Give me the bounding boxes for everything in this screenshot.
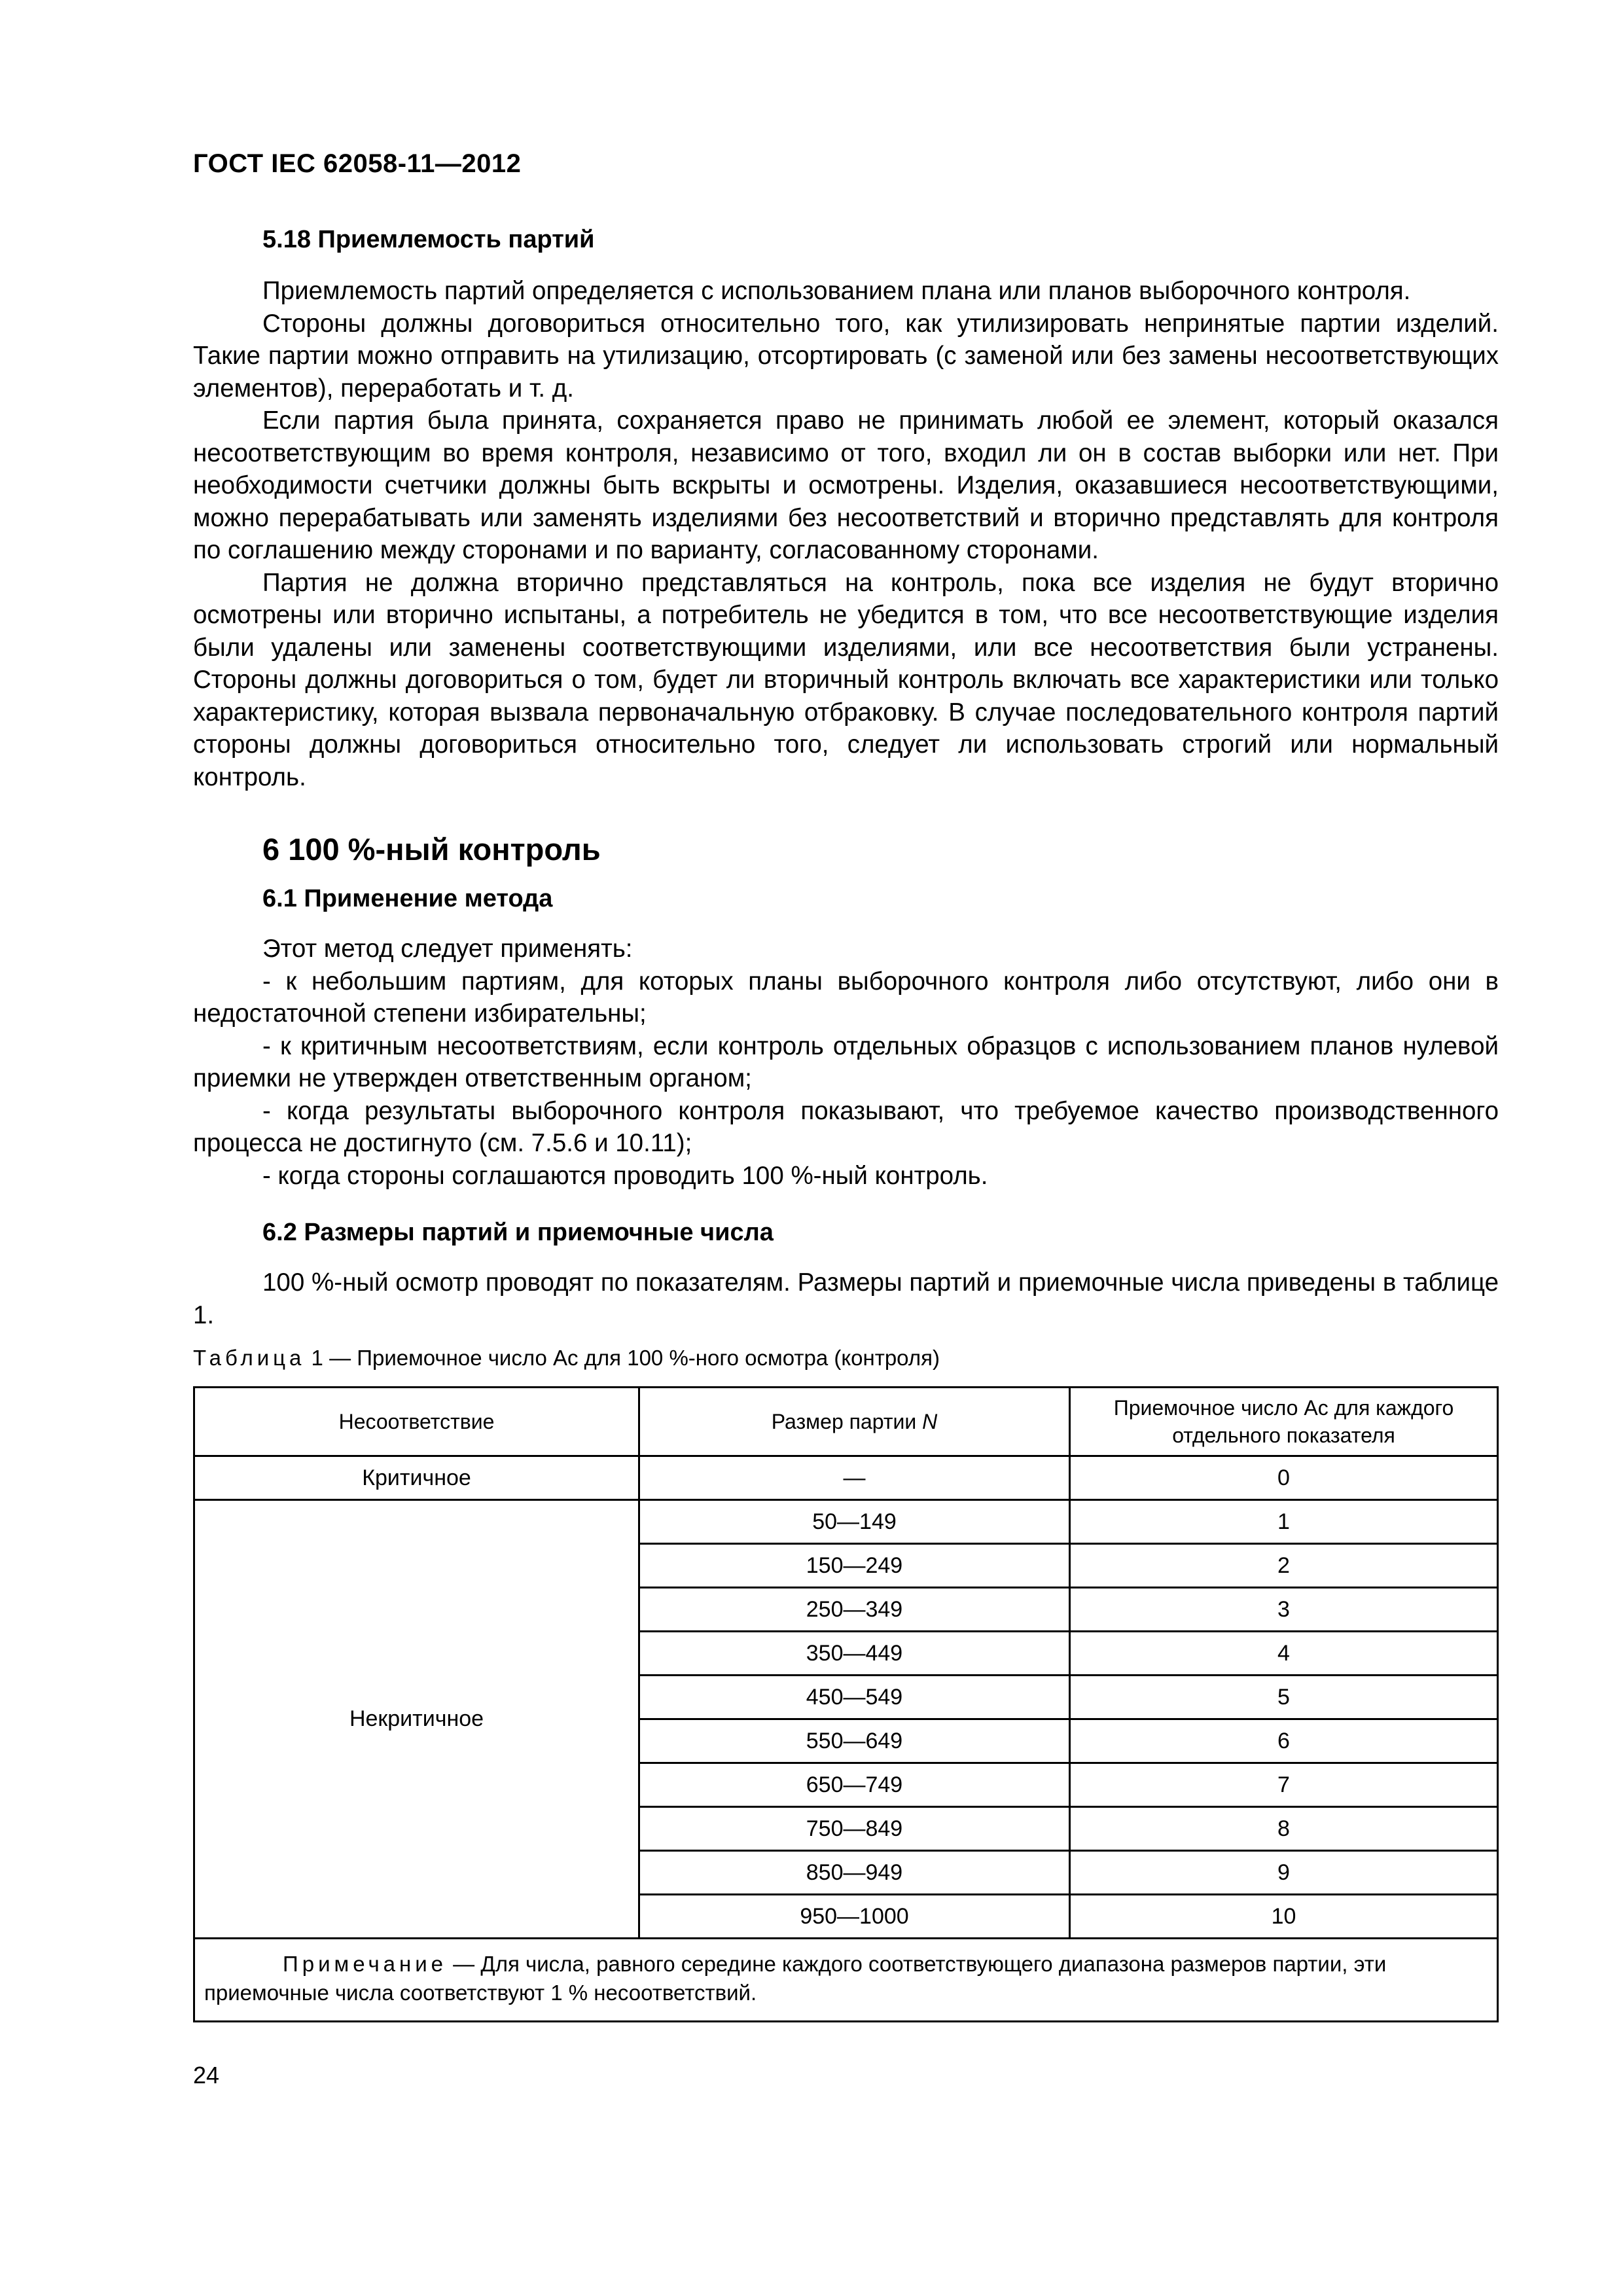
- cell-lot-size: 950—1000: [639, 1895, 1070, 1939]
- lot-size-symbol: N: [922, 1410, 938, 1433]
- section-6-2-body: [193, 1266, 1499, 1331]
- cell-lot-size: 350—449: [639, 1632, 1070, 1676]
- paragraph: Стороны должны договориться относительно того, как утилизировать непринятые партии изделий. Такие партии можно отправить на утилизацию, отсортировать (с заменой или без замены несоответствующих элементов), переработать и т. д.: [193, 309, 1499, 403]
- cell-acceptance-number: 5: [1070, 1676, 1498, 1719]
- cell-acceptance-number: 2: [1070, 1544, 1498, 1588]
- section-6-1: [193, 885, 1499, 913]
- cell-acceptance-number: 8: [1070, 1807, 1498, 1851]
- header-lot-size-text: Размер партии: [771, 1410, 923, 1433]
- note-text: — Для числа, равного середине каждого соответствующего диапазона размеров партии, эти приемочные числа соответствуют 1 % несоответствий.: [204, 1952, 1387, 2005]
- page-number: 24: [193, 2062, 220, 2089]
- cell-acceptance-number: 1: [1070, 1500, 1498, 1544]
- cell-acceptance-number: 9: [1070, 1851, 1498, 1895]
- list-item: - к критичным несоответствиям, если контроль отдельных образцов с использованием планов нулевой приемки не утвержден ответственным органом;: [193, 1031, 1499, 1092]
- section-5-18: [193, 226, 1499, 254]
- section-heading: 5.18 Приемлемость партий: [262, 226, 595, 253]
- section-heading: 6.1 Применение метода: [262, 885, 553, 912]
- acceptance-table: [193, 1386, 1499, 2022]
- list-item: - к небольшим партиям, для которых планы выборочного контроля либо отсутствуют, либо они в недостаточной степени избирательны;: [193, 967, 1499, 1028]
- cell-critical-label: Критичное: [194, 1456, 639, 1500]
- list-item: - когда результаты выборочного контроля показывают, что требуемое качество производственного процесса не достигнуто (см. 7.5.6 и 10.11);: [193, 1096, 1499, 1157]
- paragraph: Приемлемость партий определяется с использованием плана или планов выборочного контроля.: [262, 277, 1411, 305]
- cell-lot-size: 50—149: [639, 1500, 1070, 1544]
- section-6-1-body: [193, 933, 1499, 1192]
- cell-acceptance-number: 10: [1070, 1895, 1498, 1939]
- table-caption-text: 1 — Приемочное число Ac для 100 %-ного осмотра (контроля): [305, 1346, 940, 1370]
- section-5-18-body: [193, 275, 1499, 793]
- table-note-row: [194, 1939, 1498, 2022]
- note-label: Примечание: [283, 1952, 448, 1976]
- cell-lot-size: —: [639, 1456, 1070, 1500]
- cell-acceptance-number: 0: [1070, 1456, 1498, 1500]
- document-header: ГОСТ IEC 62058-11—2012: [193, 149, 522, 178]
- paragraph: Этот метод следует применять:: [262, 935, 633, 963]
- paragraph: 100 %-ный осмотр проводят по показателям. Размеры партий и приемочные числа приведены в таблице 1.: [193, 1268, 1499, 1329]
- table-note: [194, 1939, 1498, 2022]
- paragraph: Партия не должна вторично представляться на контроль, пока все изделия не будут вторично осмотрены или вторично испытаны, а потребитель не убедится в том, что все несоответствующие изделия были удалены или заменены соответствующими изделиями, или все несоответствия были устранены. Стороны должны договориться о том, будет ли вторичный контроль включать все характеристики или только характеристику, которая вызвала первоначальную отбраковку. В случае последовательного контроля партий стороны должны договориться относительно того, следует ли использовать строгий или нормальный контроль.: [193, 568, 1499, 791]
- section-heading: 6.2 Размеры партий и приемочные числа: [262, 1219, 774, 1246]
- header-lot-size: [639, 1388, 1070, 1456]
- header-acceptance-number: Приемочное число Ac для каждого отдельного показателя: [1070, 1388, 1498, 1456]
- chapter-heading: 6 100 %-ный контроль: [262, 832, 601, 867]
- table-row: [194, 1500, 1498, 1544]
- cell-lot-size: 850—949: [639, 1851, 1070, 1895]
- table-header-row: [194, 1388, 1498, 1456]
- cell-noncritical-label: Некритичное: [194, 1500, 639, 1939]
- section-6: [193, 831, 1499, 867]
- header-nonconformity: Несоответствие: [194, 1388, 639, 1456]
- cell-lot-size: 650—749: [639, 1763, 1070, 1807]
- paragraph: Если партия была принята, сохраняется право не принимать любой ее элемент, который оказался несоответствующим во время контроля, независимо от того, входил ли он в состав выборки или нет. При необходимости счетчики должны быть вскрыты и осмотрены. Изделия, оказавшиеся несоответствующими, можно перерабатывать или заменять изделиями без несоответствий и вторично представлять для контроля по соглашению между сторонами и по варианту, согласованному сторонами.: [193, 406, 1499, 564]
- cell-acceptance-number: 3: [1070, 1588, 1498, 1632]
- cell-lot-size: 450—549: [639, 1676, 1070, 1719]
- cell-lot-size: 750—849: [639, 1807, 1070, 1851]
- cell-lot-size: 150—249: [639, 1544, 1070, 1588]
- table-row: [194, 1456, 1498, 1500]
- list-item: - когда стороны соглашаются проводить 100 %-ный контроль.: [262, 1161, 988, 1190]
- cell-lot-size: 550—649: [639, 1719, 1070, 1763]
- table-caption: [193, 1346, 940, 1371]
- cell-acceptance-number: 4: [1070, 1632, 1498, 1676]
- cell-acceptance-number: 7: [1070, 1763, 1498, 1807]
- cell-lot-size: 250—349: [639, 1588, 1070, 1632]
- section-6-2: [193, 1219, 1499, 1247]
- cell-acceptance-number: 6: [1070, 1719, 1498, 1763]
- table-caption-label: Таблица: [193, 1346, 306, 1370]
